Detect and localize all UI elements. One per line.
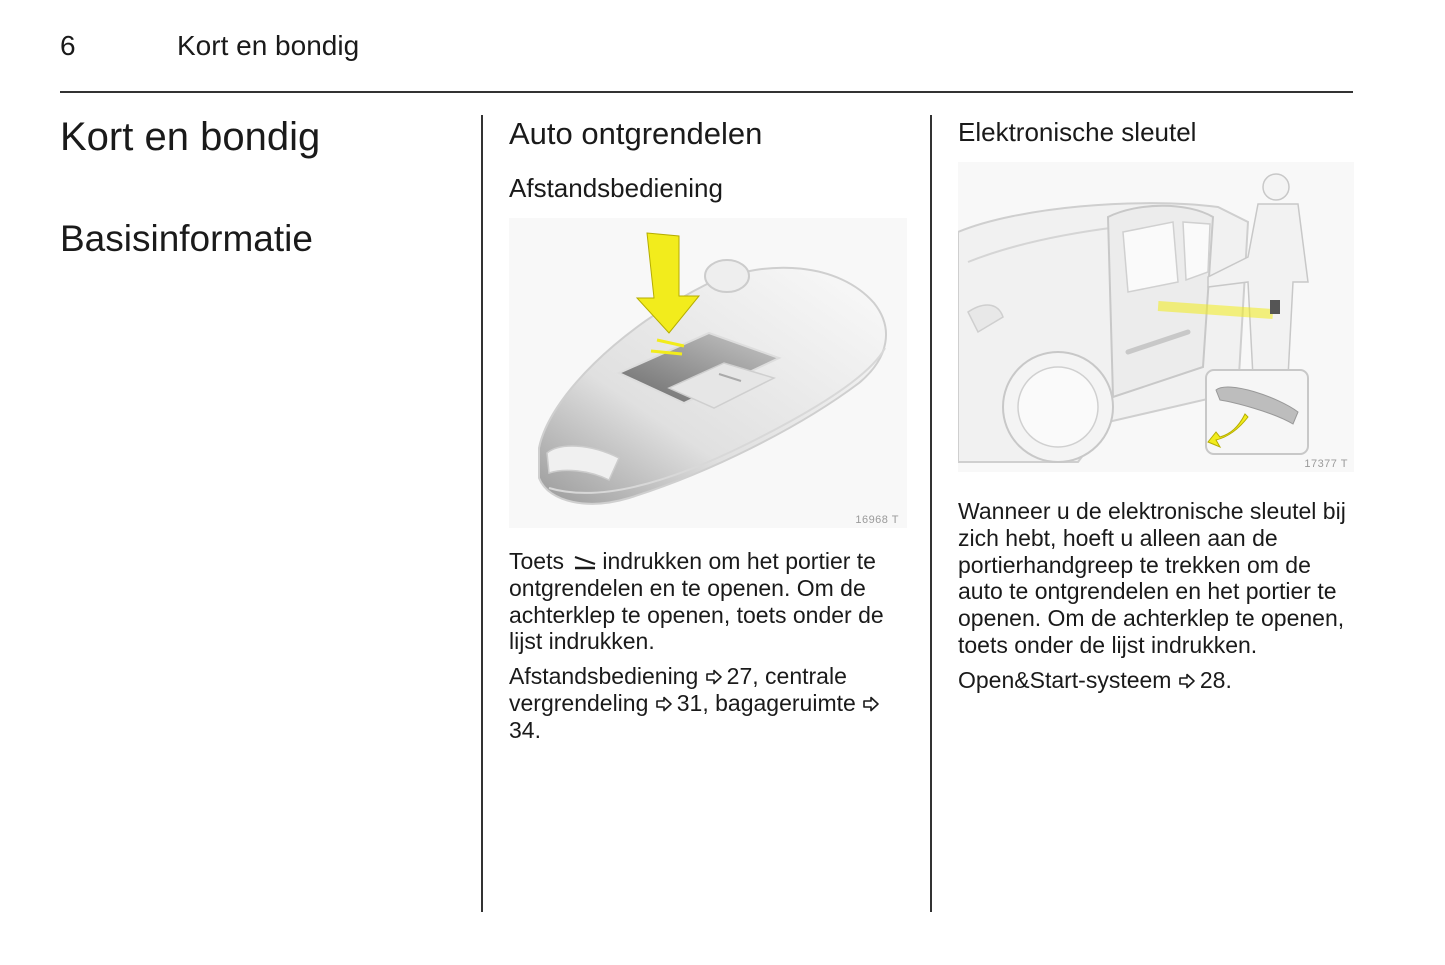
unlock-button-icon (572, 552, 598, 572)
xref-page: 31 (676, 689, 703, 716)
column-divider-left (481, 115, 483, 912)
xref-page: 27 (726, 663, 753, 690)
heading-auto-ontgrendelen: Auto ontgrendelen (509, 116, 763, 151)
figure-number: 16968 T (855, 514, 899, 526)
subheading-elektronische-sleutel: Elektronische sleutel (958, 117, 1197, 147)
figure-number: 17377 T (1304, 458, 1348, 470)
xref-label: centrale vergrendeling (509, 663, 847, 716)
xref-label: Open&Start-systeem (958, 666, 1172, 693)
electronic-key-illustration (958, 162, 1354, 472)
page-reference-arrow-icon (862, 696, 880, 712)
right-column (958, 116, 1358, 702)
section-title: Basisinformatie (60, 218, 313, 259)
xref-page: 28 (1199, 666, 1226, 693)
column-divider-right (930, 115, 932, 912)
subheading-afstandsbediening: Afstandsbediening (509, 173, 723, 203)
xref-label: bagageruimte (715, 689, 856, 716)
header-divider (60, 91, 1353, 93)
running-header-title: Kort en bondig (177, 30, 360, 61)
paragraph-toets (509, 548, 909, 744)
paragraph-instructions: Wanneer u de elektronische sleutel bij zich hebt, hoeft u alleen aan de portierhandgreep te trekken om de auto te ontgrendelen en het portier te openen. Om de achterklep te openen, toets onder de lijst indrukken. (958, 498, 1346, 658)
key-fob-illustration (509, 218, 907, 528)
paragraph-instructions (509, 548, 909, 655)
text-prefix: Toets (509, 548, 564, 574)
separator: . (1225, 666, 1232, 693)
page-reference-arrow-icon (1178, 673, 1196, 689)
xref-label: Afstandsbediening (509, 663, 699, 690)
car-door-drawing (958, 162, 1354, 472)
separator: , (752, 663, 766, 690)
middle-column (509, 116, 909, 752)
key-fob-drawing (509, 218, 907, 528)
paragraph-elektronische-sleutel (958, 498, 1356, 694)
page-number: 6 (60, 30, 76, 61)
cross-references (509, 663, 909, 743)
separator: , (702, 689, 716, 716)
text-suffix: indrukken om het portier te ontgrendelen en te openen. Om de achterklep te openen, toets onder de lijst indrukken. (509, 548, 884, 655)
xref-page: 34 (509, 716, 535, 743)
page-reference-arrow-icon (705, 669, 723, 685)
chapter-title: Kort en bondig (60, 115, 321, 159)
xref-open-start-systeem[interactable] (958, 667, 1225, 693)
page-reference-arrow-icon (655, 696, 673, 712)
cross-references (958, 667, 1356, 694)
xref-afstandsbediening[interactable] (509, 663, 752, 689)
separator: . (534, 716, 541, 743)
